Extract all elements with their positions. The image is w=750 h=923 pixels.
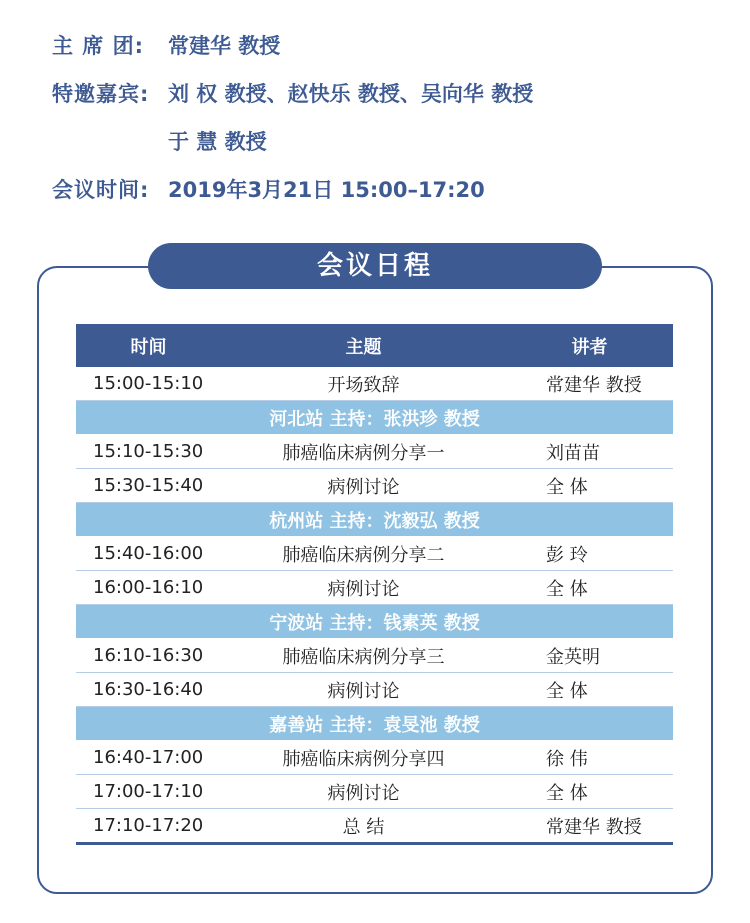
section-host: 宁波站 主持：钱素英 教授 bbox=[76, 605, 673, 639]
cell-time: 17:10-17:20 bbox=[76, 809, 221, 844]
cell-time: 16:00-16:10 bbox=[76, 571, 221, 605]
header-time: 时间 bbox=[76, 324, 221, 367]
cell-topic: 病例讨论 bbox=[221, 775, 506, 809]
cell-speaker: 全 体 bbox=[506, 571, 673, 605]
cell-speaker: 刘苗苗 bbox=[506, 435, 673, 469]
table-row bbox=[76, 775, 673, 809]
info-value: 于 慧 教授 bbox=[168, 130, 267, 154]
info-label: 特邀嘉宾: bbox=[52, 82, 150, 106]
agenda-title: 会议日程 bbox=[148, 243, 602, 289]
header-speaker: 讲者 bbox=[506, 324, 673, 367]
agenda-table bbox=[76, 324, 673, 845]
cell-topic: 病例讨论 bbox=[221, 469, 506, 503]
info-value: 常建华 教授 bbox=[168, 34, 281, 58]
cell-topic: 肺癌临床病例分享一 bbox=[221, 435, 506, 469]
table-row bbox=[76, 571, 673, 605]
cell-topic: 开场致辞 bbox=[221, 367, 506, 401]
info-value: 刘 权 教授、赵快乐 教授、吴向华 教授 bbox=[168, 82, 534, 106]
table-row bbox=[76, 809, 673, 844]
cell-speaker: 常建华 教授 bbox=[506, 367, 673, 401]
cell-speaker: 金英明 bbox=[506, 639, 673, 673]
table-row bbox=[76, 367, 673, 401]
table-row bbox=[76, 673, 673, 707]
cell-topic: 肺癌临床病例分享三 bbox=[221, 639, 506, 673]
section-row bbox=[76, 401, 673, 435]
cell-topic: 病例讨论 bbox=[221, 673, 506, 707]
cell-topic: 肺癌临床病例分享四 bbox=[221, 741, 506, 775]
section-host: 嘉善站 主持：袁旻池 教授 bbox=[76, 707, 673, 741]
section-row bbox=[76, 707, 673, 741]
info-line bbox=[52, 118, 533, 166]
cell-speaker: 全 体 bbox=[506, 469, 673, 503]
table-row bbox=[76, 469, 673, 503]
cell-time: 17:00-17:10 bbox=[76, 775, 221, 809]
table-row bbox=[76, 537, 673, 571]
cell-topic: 肺癌临床病例分享二 bbox=[221, 537, 506, 571]
cell-topic: 病例讨论 bbox=[221, 571, 506, 605]
info-line bbox=[52, 70, 533, 118]
cell-time: 16:30-16:40 bbox=[76, 673, 221, 707]
info-value: 2019年3月21日 15:00–17:20 bbox=[168, 178, 485, 202]
cell-topic: 总 结 bbox=[221, 809, 506, 844]
section-host: 杭州站 主持：沈毅弘 教授 bbox=[76, 503, 673, 537]
cell-speaker: 全 体 bbox=[506, 673, 673, 707]
cell-speaker: 徐 伟 bbox=[506, 741, 673, 775]
cell-speaker: 全 体 bbox=[506, 775, 673, 809]
info-line bbox=[52, 22, 533, 70]
info-label: 会议时间: bbox=[52, 178, 150, 202]
table-row bbox=[76, 435, 673, 469]
info-label: 主 席 团: bbox=[52, 34, 145, 58]
cell-time: 15:10-15:30 bbox=[76, 435, 221, 469]
meeting-info bbox=[52, 22, 533, 214]
agenda-body bbox=[76, 367, 673, 844]
cell-speaker: 彭 玲 bbox=[506, 537, 673, 571]
table-row bbox=[76, 639, 673, 673]
cell-time: 15:40-16:00 bbox=[76, 537, 221, 571]
section-row bbox=[76, 503, 673, 537]
cell-time: 16:10-16:30 bbox=[76, 639, 221, 673]
cell-time: 16:40-17:00 bbox=[76, 741, 221, 775]
cell-time: 15:30-15:40 bbox=[76, 469, 221, 503]
cell-time: 15:00-15:10 bbox=[76, 367, 221, 401]
table-header-row bbox=[76, 324, 673, 367]
table-row bbox=[76, 741, 673, 775]
cell-speaker: 常建华 教授 bbox=[506, 809, 673, 844]
header-topic: 主题 bbox=[221, 324, 506, 367]
info-line bbox=[52, 166, 533, 214]
section-row bbox=[76, 605, 673, 639]
section-host: 河北站 主持：张洪珍 教授 bbox=[76, 401, 673, 435]
